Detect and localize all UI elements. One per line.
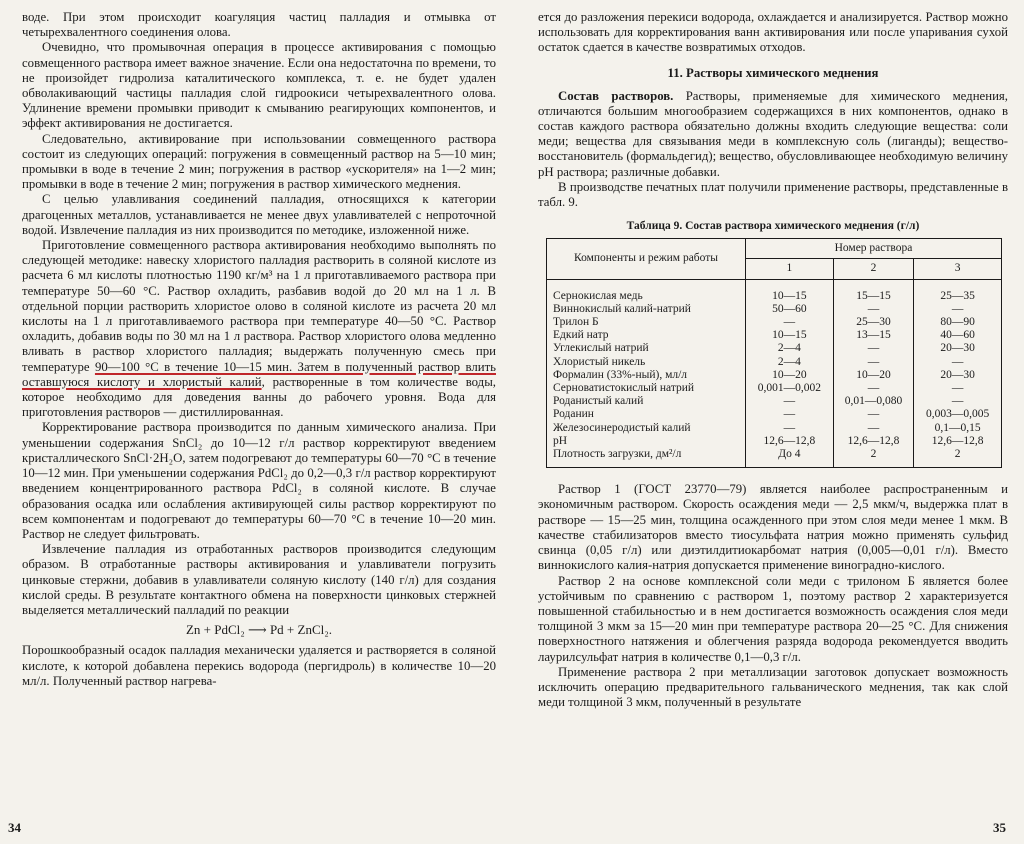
- left-page: [22, 10, 496, 689]
- table-cell-component: Формалин (33%-ный), мл/л: [547, 369, 746, 382]
- table-cell-component: Виннокислый калий-натрий: [547, 303, 746, 316]
- paragraph: [538, 89, 1008, 180]
- table-cell-component: Сернокислая медь: [547, 279, 746, 303]
- table-row: [547, 382, 1002, 395]
- text-run: , растворенные в том количестве воды, которое необходимо для доведения ванны до рабочего уровня. Вода для приготовления растворов — дистиллированная.: [22, 374, 496, 420]
- table-cell-value: 20—30: [914, 369, 1002, 382]
- table-row: [547, 303, 1002, 316]
- table-row: [547, 279, 1002, 303]
- paragraph: Применение раствора 2 при металлизации заготовок допускает возможность исключить операцию предварительного гальванического меднения, так как слой меди толщиной 3 мкм, полученный в результате: [538, 664, 1008, 710]
- table-cell-value: 10—15: [746, 329, 834, 342]
- paragraph: С целью улавливания соединений палладия, относящихся к категории драгоценных металлов, устанавливается не менее двух улавливателей с непроточной водой. Извлечение палладия из них производится по методике, изложенной ниже.: [22, 192, 496, 237]
- table-cell-value: 25—35: [914, 279, 1002, 303]
- table-header-col: 1: [746, 259, 834, 279]
- table-cell-value: —: [833, 303, 913, 316]
- table-row: [547, 342, 1002, 355]
- table-cell-value: —: [914, 356, 1002, 369]
- paragraph: Следовательно, активирование при использовании совмещенного раствора состоит из следующих операций: погружения в совмещенный раствор на 5—10 мин; промывки в воде в течение 2 мин; погружения в раствор «ускорителя» на 1—2 мин; промывки в воде в течение 2 мин; погружения в раствор химического меднения.: [22, 131, 496, 192]
- paragraph: Раствор 1 (ГОСТ 23770—79) является наиболее распространенным и экономичным раствором. Скорость осаждения меди — 2,5 мкм/ч, выдержка плат в растворе — 15—25 мин, толщина осажденного при этом слоя меди менее 1 мкм. В качестве стабилизаторов вместо тиосульфата натрия можно применять сульфид свинца (0,05 г/л) или диэтилдитиокарбомат натрия (0,005—0,01 г/л). Вместо виннокислого калия-натрия допускается применение виноградно-кислого.: [538, 482, 1008, 573]
- table-cell-component: Роданистый калий: [547, 395, 746, 408]
- table-cell-value: 2: [914, 448, 1002, 468]
- table-cell-value: —: [833, 356, 913, 369]
- table-cell-value: 12,6—12,8: [914, 435, 1002, 448]
- table-header-components: Компоненты и режим работы: [547, 239, 746, 279]
- table-body: [547, 279, 1002, 468]
- table-cell-component: Роданин: [547, 408, 746, 421]
- table-cell-value: 80—90: [914, 316, 1002, 329]
- table-cell-value: 13—15: [833, 329, 913, 342]
- table-caption: Таблица 9. Состав раствора химического меднения (г/л): [626, 220, 920, 233]
- table-cell-value: —: [914, 395, 1002, 408]
- table-row: [547, 422, 1002, 435]
- table-cell-value: —: [746, 408, 834, 421]
- composition-table: [546, 238, 1002, 468]
- table-cell-value: 25—30: [833, 316, 913, 329]
- table-cell-value: 40—60: [914, 329, 1002, 342]
- table-cell-value: —: [914, 382, 1002, 395]
- table-cell-value: 0,001—0,002: [746, 382, 834, 395]
- table-cell-value: 2—4: [746, 356, 834, 369]
- page-number-right: 35: [993, 820, 1006, 835]
- table-cell-component: Углекислый натрий: [547, 342, 746, 355]
- table-cell-value: 15—15: [833, 279, 913, 303]
- paragraph: Извлечение палладия из отработанных растворов производится следующим образом. В отработанные растворы активирования и улавливатели погрузить цинковые стержни, добавив в улавливатели соляную кислоту (140 г/л) для создания кислой среды. В результате контактного обмена на поверхности цинковых стержней выделяется металлический палладий по реакции: [22, 542, 496, 617]
- table-cell-component: Железосинеродистый калий: [547, 422, 746, 435]
- table-row: [547, 316, 1002, 329]
- table-row: [547, 395, 1002, 408]
- paragraph: [22, 238, 496, 420]
- paragraph: Раствор 2 на основе комплексной соли меди с трилоном Б является более устойчивым по сравнению с раствором 1, поэтому раствор 2 характеризуется повышенной стабильностью и в нем достигается возможность осаждения слоя меди толщиной 3 мкм за 15—20 мин при температуре раствора 20—25 °С. Для снижения поверхностного натяжения и облегчения разряда водорода рекомендуется вводить лаурилсульфат натрия в количестве 0,1—0,3 г/л.: [538, 573, 1008, 664]
- table-row: [547, 356, 1002, 369]
- table-cell-value: 2: [833, 448, 913, 468]
- table-cell-value: —: [833, 382, 913, 395]
- table-cell-value: —: [746, 395, 834, 408]
- table-header-group: Номер раствора: [746, 239, 1002, 259]
- table-cell-value: —: [914, 303, 1002, 316]
- table-header-col: 2: [833, 259, 913, 279]
- table-header-col: 3: [914, 259, 1002, 279]
- paragraph: Порошкообразный осадок палладия механически удаляется и растворяется в соляной кислоте, к которой добавлена перекись водорода (пергидроль) в количестве 10—20 мл/л. Полученный раствор нагрева-: [22, 643, 496, 688]
- table-row: [547, 369, 1002, 382]
- table-cell-value: —: [833, 408, 913, 421]
- table-cell-value: 0,1—0,15: [914, 422, 1002, 435]
- table-cell-component: рН: [547, 435, 746, 448]
- table-cell-component: Плотность загрузки, дм²/л: [547, 448, 746, 468]
- table-cell-value: 50—60: [746, 303, 834, 316]
- table-row: [547, 408, 1002, 421]
- table-cell-value: —: [746, 422, 834, 435]
- paragraph: В производстве печатных плат получили применение растворы, представленные в табл. 9.: [538, 179, 1008, 210]
- table-cell-value: 10—20: [833, 369, 913, 382]
- table-cell-value: —: [833, 342, 913, 355]
- table-row: [547, 435, 1002, 448]
- paragraph: Корректирование раствора производится по данным химического анализа. При уменьшении содержания SnCl₂ до 10—12 г/л раствор корректируют введением кристаллического SnCl·2H₂O, затем подогревают до температуры 60—70 °С в течение 10—12 мин. При уменьшении содержания PdCl₂ до 0,2—0,3 г/л раствор корректируют введением концентрированного раствора PdCl₂ в соляной кислоте. В случае образования осадка или ослабления активирующей силы раствор корректируют по всем компонентам и подогревают до температуры 60—70 °С в течение 10—20 мин. Раствор не следует фильтровать.: [22, 420, 496, 541]
- table-cell-value: —: [833, 422, 913, 435]
- paragraph: ется до разложения перекиси водорода, охлаждается и анализируется. Раствор можно использовать для корректирования ванн активирования или после упаривания сухой остаток сдается в качестве возвратимых отходов.: [538, 10, 1008, 55]
- table-cell-value: 12,6—12,8: [833, 435, 913, 448]
- table-cell-value: 10—20: [746, 369, 834, 382]
- section-heading: 11. Растворы химического меднения: [667, 65, 879, 80]
- table-cell-component: Трилон Б: [547, 316, 746, 329]
- right-page: [538, 10, 1008, 710]
- table-cell-value: До 4: [746, 448, 834, 468]
- table-cell-value: 0,01—0,080: [833, 395, 913, 408]
- text-run: Приготовление совмещенного раствора активирования необходимо выполнять по следующей методике: навеску хлористого палладия растворить в соляной кислоте из расчета 6 мл кислоты плотностью 1190 кг/м³ на 1 л приготавливаемого раствора при температуре 50—60 °С. Раствор охладить, разбавив водой до 20 мл на 1 л. В отдельной порции растворить хлористое олово в соляной кислоте из расчета 20 мл кислоты на 1 л приготавливаемого раствора при температуре 40—50 °С. Раствор охладить, добавив воды по 30 мл на 1 л раствора. Раствор хлористого олова медленно вливать в раствор хлористого палладия; выдержать полученную смесь при температуре: [22, 238, 496, 374]
- chemical-equation: Zn + PdCl₂ ⟶ Pd + ZnCl₂.: [185, 622, 333, 638]
- table-cell-value: 10—15: [746, 279, 834, 303]
- table-cell-value: 12,6—12,8: [746, 435, 834, 448]
- table-cell-component: Хлористый никель: [547, 356, 746, 369]
- table-cell-component: Серноватистокислый натрий: [547, 382, 746, 395]
- table-cell-value: —: [746, 316, 834, 329]
- table-cell-value: 20—30: [914, 342, 1002, 355]
- paragraph: воде. При этом происходит коагуляция частиц палладия и отмывка от четырехвалентного соединения олова.: [22, 10, 496, 40]
- table-row: [547, 329, 1002, 342]
- table-cell-component: Едкий натр: [547, 329, 746, 342]
- table-cell-value: 0,003—0,005: [914, 408, 1002, 421]
- pen-underlined-text: 90—100 °С в течение 10—15 мин. Затем в полученный раствор влить оставшуюся кислоту и хлористый калий: [22, 359, 496, 389]
- table-row: [547, 448, 1002, 468]
- paragraph: Очевидно, что промывочная операция в процессе активирования с помощью совмещенного раствора имеет важное значение. Если она недостаточна по времени, то не произойдет гидролиза каталитического комплекса, т. е. не будет удален обволакивающий частицы палладия слой гидроокиси четырехвалентного олова. Удлинение времени промывки приводит к смыванию реагирующих компонентов, и эффект активирования не достигается.: [22, 40, 496, 131]
- table-cell-value: 2—4: [746, 342, 834, 355]
- page-number-left: 34: [8, 820, 21, 835]
- text-run: Растворы, применяемые для химического меднения, отличаются большим многообразием содержащихся в них компонентов, однако в состав каждого раствора обязательно должны входить следующие вещества: соли меди; вещества для связывания меди в комплексную соль (лиганды); вещество-восстановитель (формальдегид); вещество, обусловливающее необходимую величину рН раствора; различные добавки.: [538, 88, 1009, 179]
- lead-in: Состав растворов.: [558, 88, 674, 103]
